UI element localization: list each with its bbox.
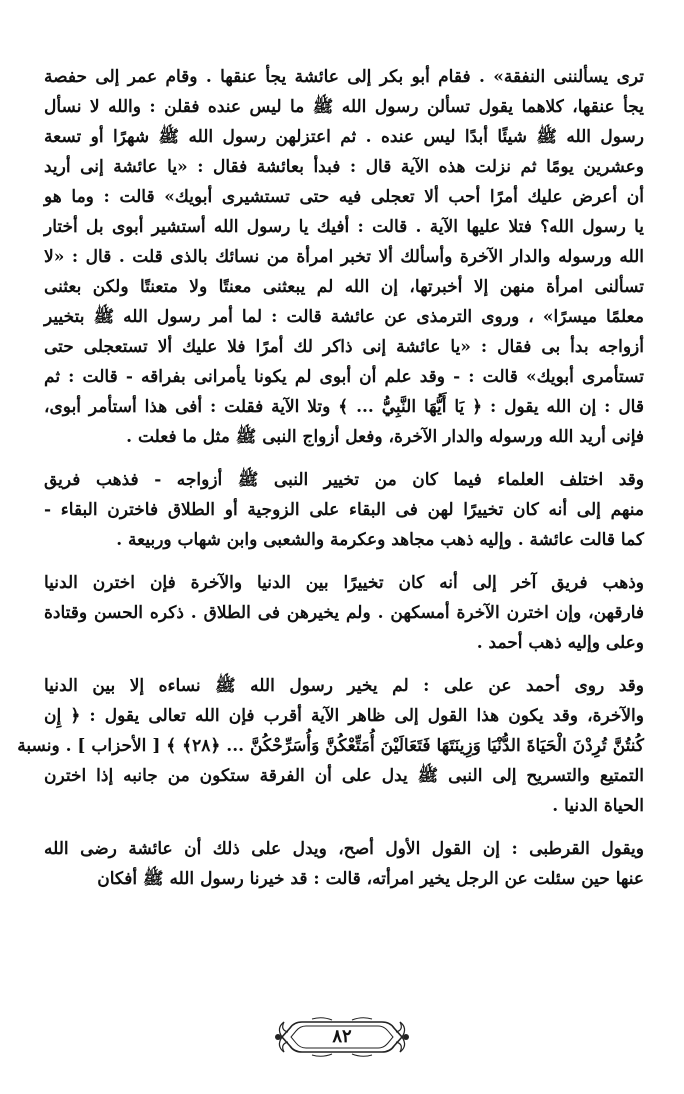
text-line: أن أعرض عليك أمرًا أحب ألا تعجلى فيه حتى تستشيرى أبويك» قالت : وما هو bbox=[44, 187, 644, 207]
text-line: التمتيع والتسريح إلى النبى ﷺ يدل على أن الفرقة ستكون من جانبه إذا اخترن bbox=[44, 766, 644, 786]
text-line: عنها حين سئلت عن الرجل يخير امرأته، قالت : قد خيرنا رسول الله ﷺ أفكان bbox=[97, 869, 644, 889]
text-line: فارقهن، وإن اخترن الآخرة أمسكهن . ولم يخيرهن فى الطلاق . ذكره الحسن وقتادة bbox=[44, 603, 644, 623]
paragraph-gap bbox=[44, 821, 644, 834]
text-line: وقد اختلف العلماء فيما كان من تخيير النبى ﷺ أزواجه - فذهب فريق bbox=[44, 470, 644, 490]
page-number: ٨٢ bbox=[332, 1026, 352, 1047]
text-line: قال : إن الله يقول : ﴿ يَا أَيُّهَا النَّبِيُّ ... ﴾ وتلا الآية فقلت : أفى هذا أستأمر أبوى، bbox=[44, 397, 644, 417]
text-line: الحياة الدنيا . bbox=[552, 796, 644, 816]
text-line: فإنى أريد الله ورسوله والدار الآخرة، وفعل أزواج النبى ﷺ مثل ما فعلت . bbox=[126, 427, 644, 447]
text-line: وعشرين يومًا ثم نزلت هذه الآية قال : فبدأ بعائشة فقال : «يا عائشة إنى أريد bbox=[44, 157, 644, 177]
paragraph bbox=[44, 568, 644, 658]
text-line: تسألنى امرأة منهن إلا أخبرتها، إن الله لم يبعثنى معنتًا ولا متعنتًا ولكن بعثنى bbox=[44, 277, 644, 297]
text-line: كُنتُنَّ تُرِدْنَ الْحَيَاةَ الدُّنْيَا وَزِينَتَهَا فَتَعَالَيْنَ أُمَتِّعْكُنَّ وَأُسَرِّحْكُنَّ ... ﴿٢٨﴾ ﴾ [ الأحزاب ] . ونسبة bbox=[17, 736, 644, 756]
text-line: الله ورسوله والدار الآخرة وأسألك ألا تخبر امرأة من نسائك بالذى قلت . قال : «لا bbox=[44, 247, 644, 267]
text-line: رسول الله ﷺ شيئًا أبدًا ليس عنده . ثم اعتزلهن رسول الله ﷺ شهرًا أو تسعة bbox=[44, 127, 644, 147]
paragraph-gap bbox=[44, 555, 644, 568]
text-line: وعلى وإليه ذهب أحمد . bbox=[476, 633, 644, 653]
text-line: يا رسول الله؟ فتلا عليها الآية . قالت : أفيك يا رسول الله أستشير أبوى بل أختار bbox=[44, 217, 644, 237]
page-number-ornament bbox=[272, 1016, 412, 1058]
paragraph bbox=[17, 671, 644, 821]
paragraph bbox=[44, 465, 644, 555]
text-line: والآخرة، وقد يكون هذا القول إلى ظاهر الآية أقرب فإن الله تعالى يقول : ﴿ إِن bbox=[44, 706, 644, 726]
text-line: كما قالت عائشة . وإليه ذهب مجاهد وعكرمة والشعبى وابن شهاب وربيعة . bbox=[116, 530, 644, 550]
paragraph-gap bbox=[44, 452, 644, 465]
text-line: أزواجه بدأ بى فقال : «يا عائشة إنى ذاكر لك أمرًا فلا عليك ألا تستعجلى حتى bbox=[44, 337, 644, 357]
paragraph bbox=[44, 834, 644, 894]
text-line: معلمًا ميسرًا» ، وروى الترمذى عن عائشة قالت : لما أمر رسول الله ﷺ بتخيير bbox=[44, 307, 644, 327]
text-line: ويقول القرطبى : إن القول الأول أصح، ويدل على ذلك أن عائشة رضى الله bbox=[44, 839, 644, 859]
text-line: تستأمرى أبويك» قالت : - وقد علم أن أبوى لم يكونا يأمرانى بفراقه - قالت : ثم bbox=[44, 367, 644, 387]
text-line: منهم إلى أنه كان تخييرًا لهن فى البقاء على الزوجية أو الطلاق فاخترن البقاء - bbox=[44, 500, 644, 520]
body-text bbox=[17, 62, 644, 894]
text-line: وذهب فريق آخر إلى أنه كان تخييرًا بين الدنيا والآخرة فإن اخترن الدنيا bbox=[44, 573, 644, 593]
text-line: ترى يسألننى النفقة» . فقام أبو بكر إلى عائشة يجأ عنقها . وقام عمر إلى حفصة bbox=[44, 67, 644, 87]
text-line: وقد روى أحمد عن على : لم يخير رسول الله ﷺ نساءه إلا بين الدنيا bbox=[44, 676, 644, 696]
paragraph-gap bbox=[44, 658, 644, 671]
paragraph bbox=[44, 62, 644, 452]
text-line: يجأ عنقها، كلاهما يقول تسألن رسول الله ﷺ ما ليس عنده فقلن : والله لا نسأل bbox=[44, 97, 644, 117]
